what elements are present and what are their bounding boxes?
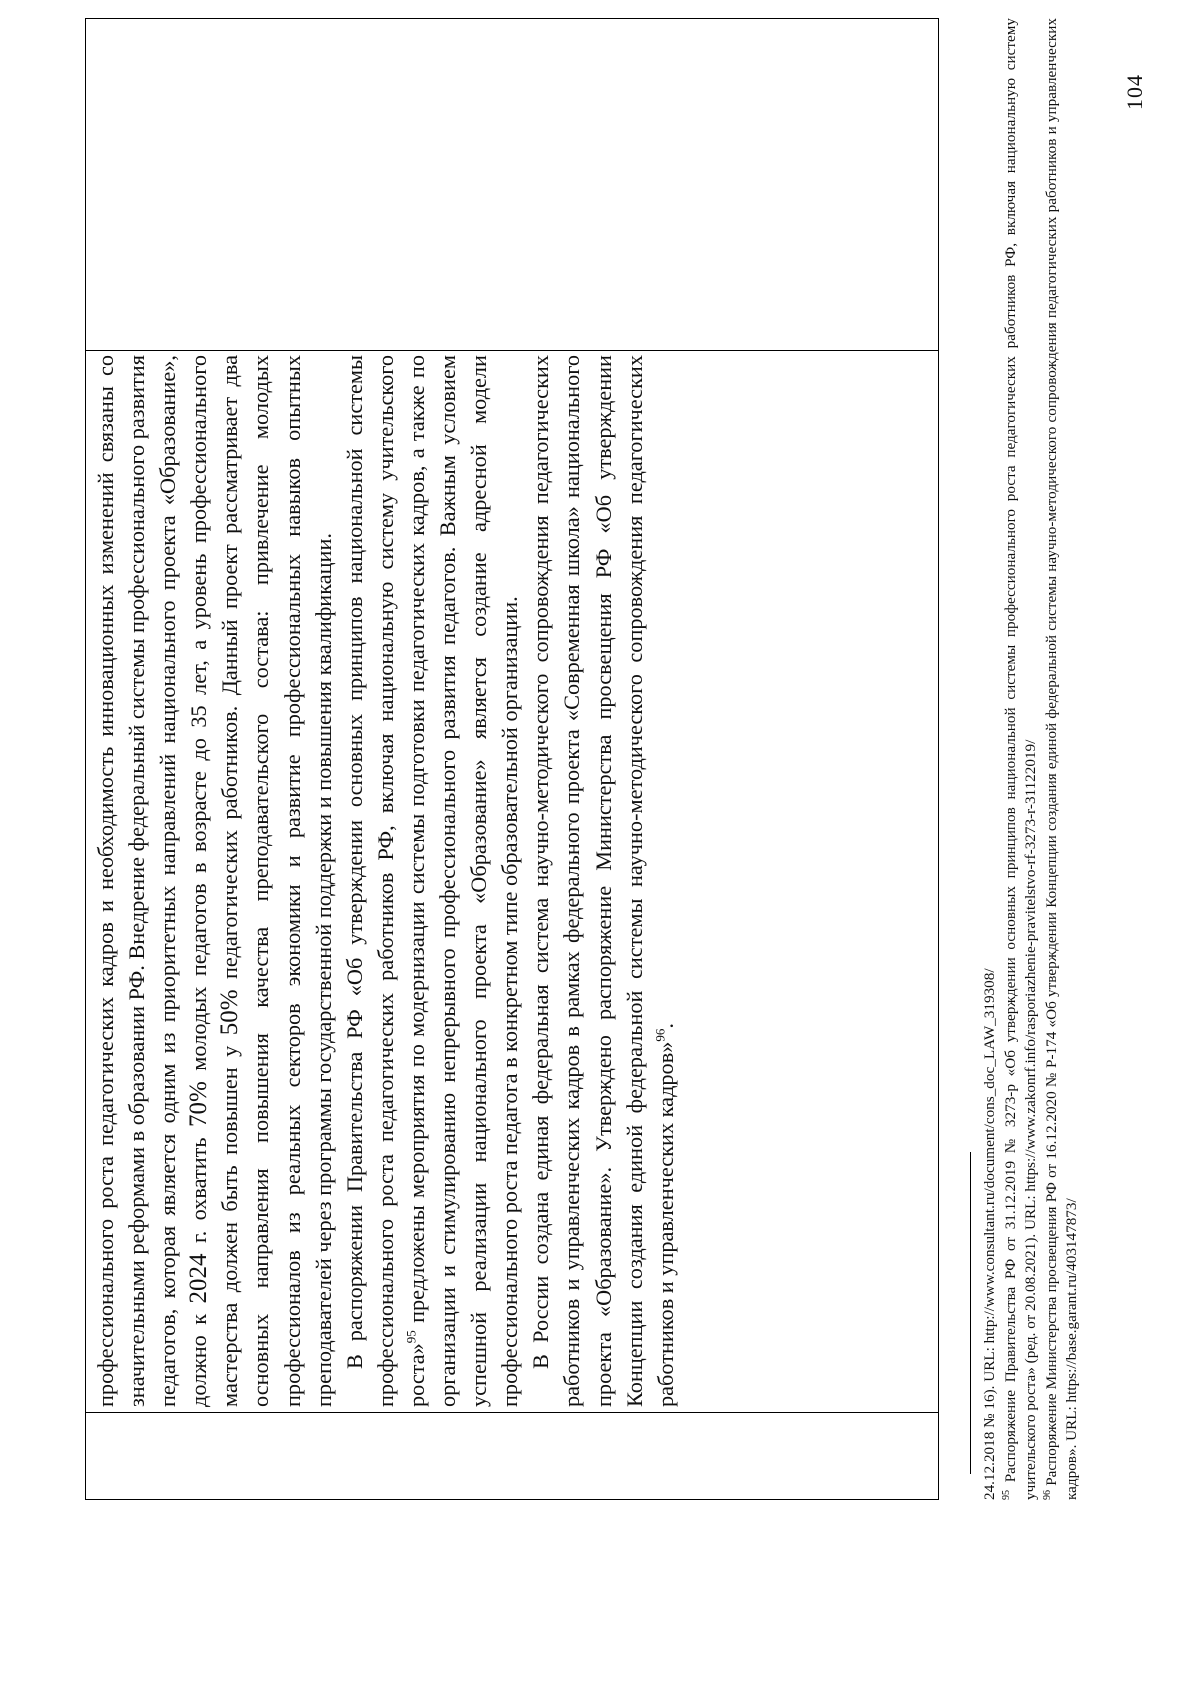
footnote-ref-96[interactable]: 96 — [652, 1028, 668, 1042]
text-run: предложены мероприятия по модернизации системы подготовки педагогических кадров, а также по организации и стимулированию непрерывного профессионального развития педагогов. Важным условием успешной реализации национального проекта «Образование» является создание адресной модели профессионального роста педагога в конкретном типе образовательной организации. — [403, 355, 523, 1407]
footnote-continuation — [980, 18, 1001, 1500]
footnote-number: 95 — [1000, 1490, 1012, 1500]
paragraph-2 — [339, 355, 526, 1407]
page-number: 104 — [1122, 74, 1147, 110]
column-divider-right — [86, 350, 938, 351]
paragraph-3 — [525, 355, 680, 1407]
content-table — [85, 18, 939, 1500]
percent-value: 50% — [216, 989, 244, 1036]
footnote-ref-95[interactable]: 95 — [403, 1330, 419, 1344]
text-run: В России создана единая федеральная система научно-методического сопровождения педагогических работников и управленческих кадров в рамках федерального проекта «Современная школа» национального проекта «Образование». Утверждено распоряжение Министерства просвещения РФ «Об утверждении Концепции создания единой федеральной системы научно-методического сопровождения педагогических работников и управленческих кадров» — [528, 355, 678, 1407]
text-run: . — [652, 1023, 678, 1029]
footnote-text: Распоряжение Министерства просвещения РФ от 16.12.2020 № Р-174 «Об утверждении Концепции создания единой федеральной системы научно-методического сопровождения педагогических работников и управленческих кадров». URL: https://base.garant.ru/403147873/ — [1042, 18, 1080, 1500]
footnote-number: 96 — [1041, 1490, 1053, 1500]
footnote-text: 24.12.2018 № 16). URL: http://www.consultant.ru/document/cons_doc_LAW_319308/ — [981, 968, 998, 1500]
text-run: В распоряжении Правительства РФ «Об утверждении основных принципов национальной системы профессионального роста педагогических работников РФ, включая национальную систему учительского роста» — [341, 355, 429, 1407]
text-run: г. охватить — [186, 1126, 212, 1254]
footnote-96 — [1042, 18, 1083, 1500]
footnote-text: Распоряжение Правительства РФ от 31.12.2019 № 3273-р «Об утверждении основных принципов национальной системы профессионального роста педагогических работников РФ, включая национальную систему учительского роста» (ред. от 20.08.2021). URL: https://www.zakonrf.info/rasporiazhenie-pravitelstvo-rf-3273-r-31122019/ — [1001, 18, 1039, 1500]
percent-value: 70% — [185, 1081, 213, 1127]
text-run: педагогических работников. Данный проект рассматривает два основных направления повышения качества преподавательского состава: привлечение молодых профессионалов из реальных секторов экономики и развитие профессиональных навыков опытных преподавателей через программы государственной поддержки и повышения квалификации. — [217, 355, 336, 1407]
text-run: профессионального роста педагогических кадров и необходимость инновационных изменений связаны со значительными реформами в образовании РФ. Внедрение федеральный системы профессионального развития педагогов, которая является одним из приоритетных направлений национального проекта «Образование», должно к — [93, 355, 212, 1407]
footnotes — [980, 18, 1083, 1500]
footnote-separator — [970, 1152, 971, 1474]
text-run: молодых педагогов в возрасте до 35 лет, а уровень профессионального мастерства должен быть повышен у — [186, 354, 243, 1407]
paragraph-1 — [90, 355, 339, 1407]
year-value: 2024 — [185, 1253, 213, 1304]
table-cell-text — [90, 355, 681, 1407]
footnote-95 — [1001, 18, 1042, 1500]
column-divider-left — [86, 1412, 938, 1413]
